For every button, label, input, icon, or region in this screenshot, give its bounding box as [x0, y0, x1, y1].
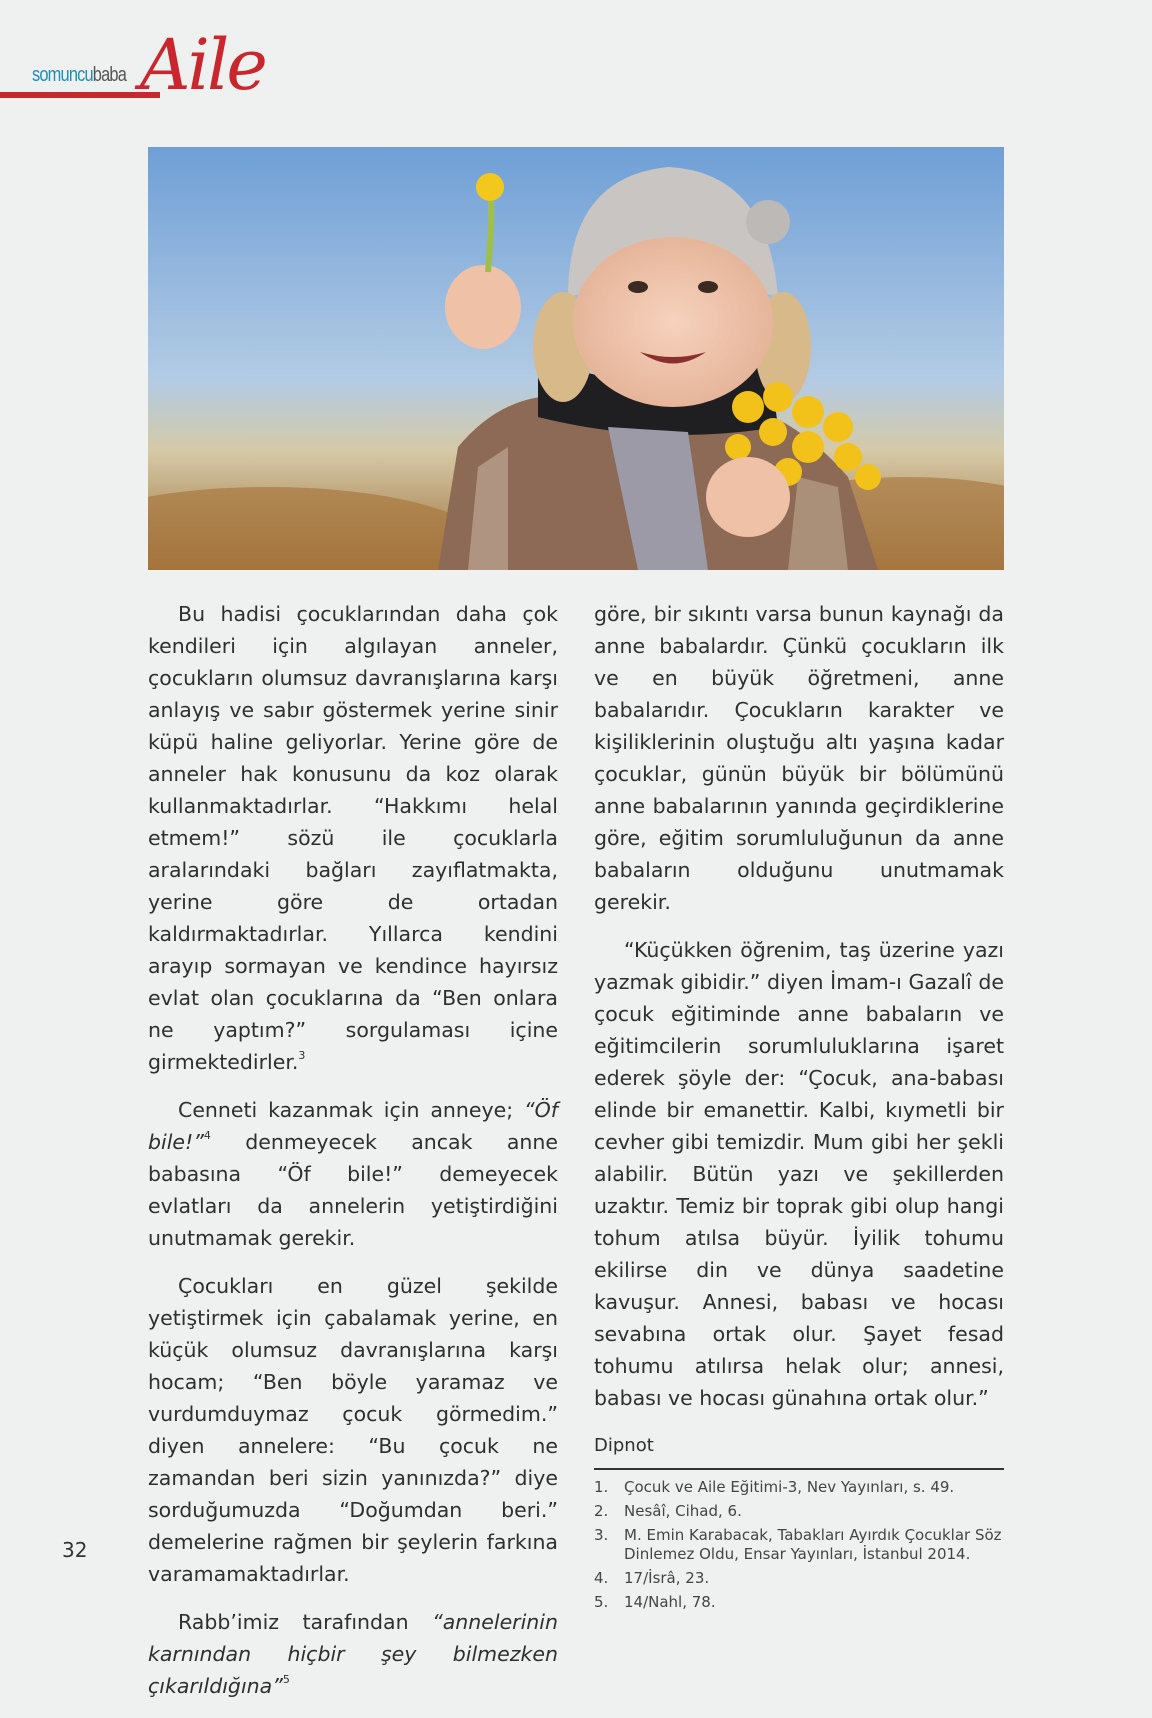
paragraph-3: Çocukları en güzel şekilde yetiştirmek için çabalamak yerine, en küçük olumsuz davranışlarına karşı hocam; “Ben böyle yaramaz ve vurdumduymaz çocuk görmedim.” diyen annelere: “Bu çocuk ne zamandan beri sizin yanınızda?” diye sorduğumuzda “Doğumdan beri.” demelerine rağmen bir şeylerin farkına varamamaktadırlar.	[148, 1274, 558, 1586]
footnote-item	[594, 1593, 1004, 1612]
footnote-text: Nesâî, Cihad, 6.	[624, 1502, 742, 1520]
footnote-number: 4.	[594, 1569, 609, 1587]
section-title-logo: Aile	[140, 24, 265, 106]
paragraph-4	[148, 1606, 558, 1702]
footnote-number: 5.	[594, 1593, 609, 1611]
paragraph-1-text: Bu hadisi çocuklarından daha çok kendileri için algılayan anneler, çocukların olumsuz davranışlarına karşı anlayış ve sabır göstermek yerine sinir küpü haline geliyorlar. Yerine göre de anneler hak konusunu da koz olarak kullanmaktadırlar. “Hakkımı helal etmem!” sözü ile çocuklarla aralarındaki bağları zayıflatmakta, yerine göre de ortadan kaldırmaktadırlar. Yıllarca kendini arayıp sormayan ve kendince hayırsız evlat olan çocuklarına da “Ben onlara ne yaptım?” sorgulaması içine girmektedirler.	[148, 602, 558, 1074]
footnote-number: 2.	[594, 1502, 609, 1520]
footnote-number: 3.	[594, 1526, 609, 1544]
footnote-text: M. Emin Karabacak, Tabakları Ayırdık Çocuklar Söz Dinlemez Oldu, Ensar Yayınları, İstanbul 2014.	[624, 1526, 1002, 1563]
footnote-item	[594, 1526, 1004, 1564]
footnote-text: 14/Nahl, 78.	[624, 1593, 716, 1611]
paragraph-1	[148, 598, 558, 1078]
article-column-left	[148, 598, 558, 1718]
paragraph-2-text-a: Cenneti kazanmak için anneye;	[178, 1098, 525, 1122]
footnote-text: Çocuk ve Aile Eğitimi-3, Nev Yayınları, s. 49.	[624, 1478, 955, 1496]
paragraph-4-text-a: Rabb’imiz tarafından	[178, 1610, 433, 1634]
footnote-item	[594, 1569, 1004, 1588]
footnote-ref-3: 3	[298, 1049, 306, 1062]
header-accent-bar	[0, 92, 160, 98]
logo-part1: somuncu	[32, 64, 93, 86]
footnotes-title: Dipnot	[594, 1430, 1004, 1470]
footnotes-list	[594, 1478, 1004, 1612]
footnote-text: 17/İsrâ, 23.	[624, 1569, 710, 1587]
footnote-ref-4: 4	[203, 1129, 211, 1142]
article-photo	[148, 147, 1004, 570]
paragraph-2-italic: “Öf bile!”	[148, 1098, 558, 1154]
paragraph-5: göre, bir sıkıntı varsa bunun kaynağı da anne babalardır. Çünkü çocukların ilk ve en büyük öğretmeni, anne babalarıdır. Çocukların karakter ve kişiliklerinin oluştuğu altı yaşına kadar çocuklar, günün büyük bir bölümünü anne babalarının yanında geçirdiklerine göre, eğitim sorumluluğunun da anne babaların olduğunu unutmamak gerekir.	[594, 602, 1004, 914]
magazine-logo	[32, 64, 126, 87]
footnote-item	[594, 1478, 1004, 1497]
footnote-number: 1.	[594, 1478, 609, 1496]
footnote-item	[594, 1502, 1004, 1521]
paragraph-2	[148, 1094, 558, 1254]
paragraph-4-italic: “annelerinin karnından hiçbir şey bilmezken çıkarıldığına”	[148, 1610, 558, 1698]
paragraph-6: “Küçükken öğrenim, taş üzerine yazı yazmak gibidir.” diyen İmam-ı Gazalî de çocuk eğitiminde anne babaların ve eğitimcilerin sorumluluklarına işaret ederek şöyle der: “Çocuk, ana-babası elinde bir emanettir. Kalbi, kıymetli bir cevher gibi temizdir. Mum gibi her şekli alabilir. Bütün yazı ve şekillerden uzaktır. Temiz bir toprak gibi olup hangi tohum atılsa büyür. İyilik tohumu ekilirse din ve dünya saadetine kavuşur. Annesi, babası ve hocası sevabına ortak olur. Şayet fesad tohumu atılırsa helak olur; annesi, babası ve hocası günahına ortak olur.”	[594, 938, 1004, 1410]
footnote-ref-5: 5	[282, 1673, 290, 1686]
article-column-right	[594, 598, 1004, 1617]
logo-part2: baba	[92, 64, 127, 86]
paragraph-2-text-b: denmeyecek ancak anne babasına “Öf bile!” demeyecek evlatları da annelerin yetiştirdiğini unutmamak gerekir.	[148, 1130, 558, 1250]
page-number: 32	[62, 1538, 88, 1562]
